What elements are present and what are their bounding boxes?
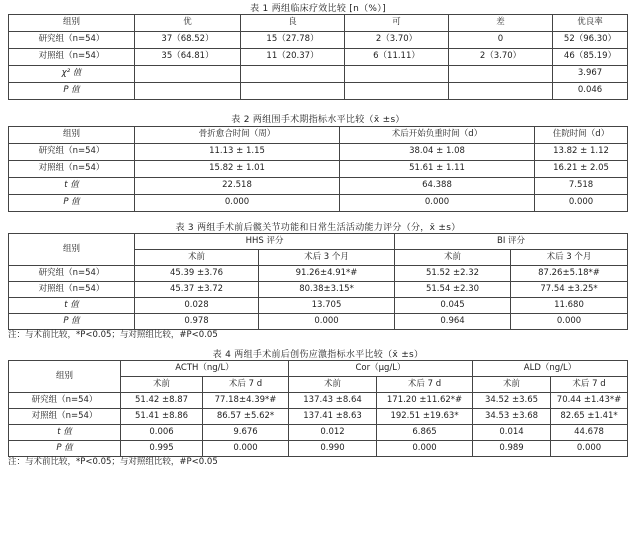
table4-cor-header: Cor（μg/L） xyxy=(289,361,473,377)
table3-cell: 研究组（n=54） xyxy=(9,266,135,282)
table-row xyxy=(9,393,628,409)
table1-cell: 6（11.11） xyxy=(345,49,449,66)
table-row xyxy=(9,194,628,211)
table4-cell: 137.43 ±8.64 xyxy=(289,393,377,409)
table1-cell xyxy=(449,83,553,100)
table4-cell: 0.989 xyxy=(473,441,551,457)
table1-cell: P 值 xyxy=(9,83,135,100)
table4-cell: t 值 xyxy=(9,425,121,441)
table3-cell: 0.028 xyxy=(135,298,259,314)
table-row xyxy=(9,314,628,330)
table4-subheader-cell: 术前 xyxy=(289,377,377,393)
table4-cell: 0.012 xyxy=(289,425,377,441)
table2-cell: 0.000 xyxy=(340,194,535,211)
table1-cell xyxy=(241,66,345,83)
table3-cell: 0.000 xyxy=(259,314,395,330)
table4-cell: 对照组（n=54） xyxy=(9,409,121,425)
table1-cell xyxy=(345,83,449,100)
table-row xyxy=(9,143,628,160)
table1-cell: 11（20.37） xyxy=(241,49,345,66)
table3-cell: 13.705 xyxy=(259,298,395,314)
table4-subheader-cell: 术前 xyxy=(473,377,551,393)
table1-cell: 0 xyxy=(449,32,553,49)
table-row xyxy=(9,49,628,66)
table1-cell: 15（27.78） xyxy=(241,32,345,49)
table1-header-cell: 优 xyxy=(135,15,241,32)
table4-cell: P 值 xyxy=(9,441,121,457)
table4-cell: 0.014 xyxy=(473,425,551,441)
table3-cell: 45.39 ±3.76 xyxy=(135,266,259,282)
table-row xyxy=(9,32,628,49)
table1-cell: 2（3.70） xyxy=(449,49,553,66)
table2 xyxy=(8,126,628,212)
table2-header-cell: 组别 xyxy=(9,126,135,143)
table-row xyxy=(9,66,628,83)
table3-note: 注：与术前比较，*P<0.05；与对照组比较，#P<0.05 xyxy=(8,330,218,341)
table1-header-cell: 可 xyxy=(345,15,449,32)
table4 xyxy=(8,360,628,457)
table2-cell: 22.518 xyxy=(135,177,340,194)
table3-cell: 0.978 xyxy=(135,314,259,330)
table4-cell: 82.65 ±1.41* xyxy=(551,409,628,425)
table4-cell: 70.44 ±1.43*# xyxy=(551,393,628,409)
table1-header-cell: 差 xyxy=(449,15,553,32)
table2-cell: 51.61 ± 1.11 xyxy=(340,160,535,177)
table2-cell: 11.13 ± 1.15 xyxy=(135,143,340,160)
table1-cell: 46（85.19） xyxy=(553,49,628,66)
table4-cell: 0.000 xyxy=(551,441,628,457)
table4-cell: 6.865 xyxy=(377,425,473,441)
table3-cell: P 值 xyxy=(9,314,135,330)
table4-cell: 34.52 ±3.65 xyxy=(473,393,551,409)
table2-cell: 15.82 ± 1.01 xyxy=(135,160,340,177)
table1-header-row xyxy=(9,15,628,32)
table4-subheader-cell: 术前 xyxy=(121,377,203,393)
table1-cell xyxy=(241,83,345,100)
table3 xyxy=(8,233,628,330)
table3-subheader-cell: 术前 xyxy=(135,250,259,266)
table1-cell: 研究组（n=54） xyxy=(9,32,135,49)
table1-cell xyxy=(135,66,241,83)
table1-cell: 35（64.81） xyxy=(135,49,241,66)
table1-cell: 0.046 xyxy=(553,83,628,100)
table2-cell: P 值 xyxy=(9,194,135,211)
table4-note: 注：与术前比较，*P<0.05；与对照组比较，#P<0.05 xyxy=(8,457,218,468)
table3-hhs-header: HHS 评分 xyxy=(135,234,395,250)
table4-subheader-cell: 术后 7 d xyxy=(551,377,628,393)
table4-cell: 51.42 ±8.87 xyxy=(121,393,203,409)
table-row xyxy=(9,282,628,298)
table4-cell: 137.41 ±8.63 xyxy=(289,409,377,425)
table2-cell: 对照组（n=54） xyxy=(9,160,135,177)
table3-cell: 0.045 xyxy=(395,298,511,314)
table3-cell: 51.54 ±2.30 xyxy=(395,282,511,298)
table2-header-cell: 住院时间（d） xyxy=(535,126,628,143)
table3-caption: 表 3 两组手术前后髋关节功能和日常生活活动能力评分（分，x̄ ±s） xyxy=(175,222,461,233)
table3-cell: 0.000 xyxy=(511,314,628,330)
table-row xyxy=(9,298,628,314)
table4-header-row xyxy=(9,361,628,377)
table4-cell: 86.57 ±5.62* xyxy=(203,409,289,425)
table2-caption: 表 2 两组围手术期指标水平比较（x̄ ±s） xyxy=(231,115,405,126)
table4-cell: 44.678 xyxy=(551,425,628,441)
table3-subheader-cell: 术前 xyxy=(395,250,511,266)
table1-cell: χ² 值 xyxy=(9,66,135,83)
table3-header-row xyxy=(9,234,628,250)
table-row xyxy=(9,266,628,282)
table4-cell: 0.990 xyxy=(289,441,377,457)
table-row xyxy=(9,177,628,194)
table2-header-cell: 骨折愈合时间（周） xyxy=(135,126,340,143)
table1-cell xyxy=(345,66,449,83)
table3-subheader-cell: 术后 3 个月 xyxy=(259,250,395,266)
table1-cell: 2（3.70） xyxy=(345,32,449,49)
table1-cell: 52（96.30） xyxy=(553,32,628,49)
table2-cell: 16.21 ± 2.05 xyxy=(535,160,628,177)
table4-cell: 研究组（n=54） xyxy=(9,393,121,409)
table3-cell: 80.38±3.15* xyxy=(259,282,395,298)
table-row xyxy=(9,409,628,425)
table2-header-row xyxy=(9,126,628,143)
table3-group-header: 组别 xyxy=(9,234,135,266)
table1 xyxy=(8,14,628,100)
table4-cell: 34.53 ±3.68 xyxy=(473,409,551,425)
table1-header-cell: 组别 xyxy=(9,15,135,32)
table4-cell: 192.51 ±19.63* xyxy=(377,409,473,425)
table4-cell: 9.676 xyxy=(203,425,289,441)
table3-cell: 51.52 ±2.32 xyxy=(395,266,511,282)
table4-subheader-cell: 术后 7 d xyxy=(203,377,289,393)
table1-cell xyxy=(135,83,241,100)
table3-cell: 87.26±5.18*# xyxy=(511,266,628,282)
table2-cell: 7.518 xyxy=(535,177,628,194)
table2-cell: 研究组（n=54） xyxy=(9,143,135,160)
table3-cell: t 值 xyxy=(9,298,135,314)
table3-subheader-cell: 术后 3 个月 xyxy=(511,250,628,266)
table1-header-cell: 良 xyxy=(241,15,345,32)
table4-cell: 0.000 xyxy=(203,441,289,457)
table-row xyxy=(9,160,628,177)
table2-cell: t 值 xyxy=(9,177,135,194)
table1-header-cell: 优良率 xyxy=(553,15,628,32)
table3-cell: 91.26±4.91*# xyxy=(259,266,395,282)
table2-cell: 0.000 xyxy=(135,194,340,211)
table4-cell: 0.995 xyxy=(121,441,203,457)
table2-cell: 13.82 ± 1.12 xyxy=(535,143,628,160)
table3-cell: 0.964 xyxy=(395,314,511,330)
table4-cell: 0.006 xyxy=(121,425,203,441)
table4-group-header: 组别 xyxy=(9,361,121,393)
table4-caption: 表 4 两组手术前后创伤应激指标水平比较（x̄ ±s） xyxy=(212,349,424,360)
table3-bi-header: BI 评分 xyxy=(395,234,628,250)
table3-cell: 对照组（n=54） xyxy=(9,282,135,298)
table1-cell: 3.967 xyxy=(553,66,628,83)
table4-cell: 0.000 xyxy=(377,441,473,457)
table4-cell: 51.41 ±8.86 xyxy=(121,409,203,425)
table1-cell: 对照组（n=54） xyxy=(9,49,135,66)
table3-cell: 45.37 ±3.72 xyxy=(135,282,259,298)
table2-cell: 64.388 xyxy=(340,177,535,194)
table2-cell: 38.04 ± 1.08 xyxy=(340,143,535,160)
table4-cell: 77.18±4.39*# xyxy=(203,393,289,409)
table1-caption: 表 1 两组临床疗效比较 [n（%）] xyxy=(250,4,386,14)
table-row xyxy=(9,425,628,441)
table-row xyxy=(9,441,628,457)
table4-ald-header: ALD（ng/L） xyxy=(473,361,628,377)
table2-header-cell: 术后开始负重时间（d） xyxy=(340,126,535,143)
table1-cell xyxy=(449,66,553,83)
table3-cell: 11.680 xyxy=(511,298,628,314)
table1-cell: 37（68.52） xyxy=(135,32,241,49)
table4-acth-header: ACTH（ng/L） xyxy=(121,361,289,377)
table4-cell: 171.20 ±11.62*# xyxy=(377,393,473,409)
table-row xyxy=(9,83,628,100)
table4-subheader-cell: 术后 7 d xyxy=(377,377,473,393)
table2-cell: 0.000 xyxy=(535,194,628,211)
table3-cell: 77.54 ±3.25* xyxy=(511,282,628,298)
